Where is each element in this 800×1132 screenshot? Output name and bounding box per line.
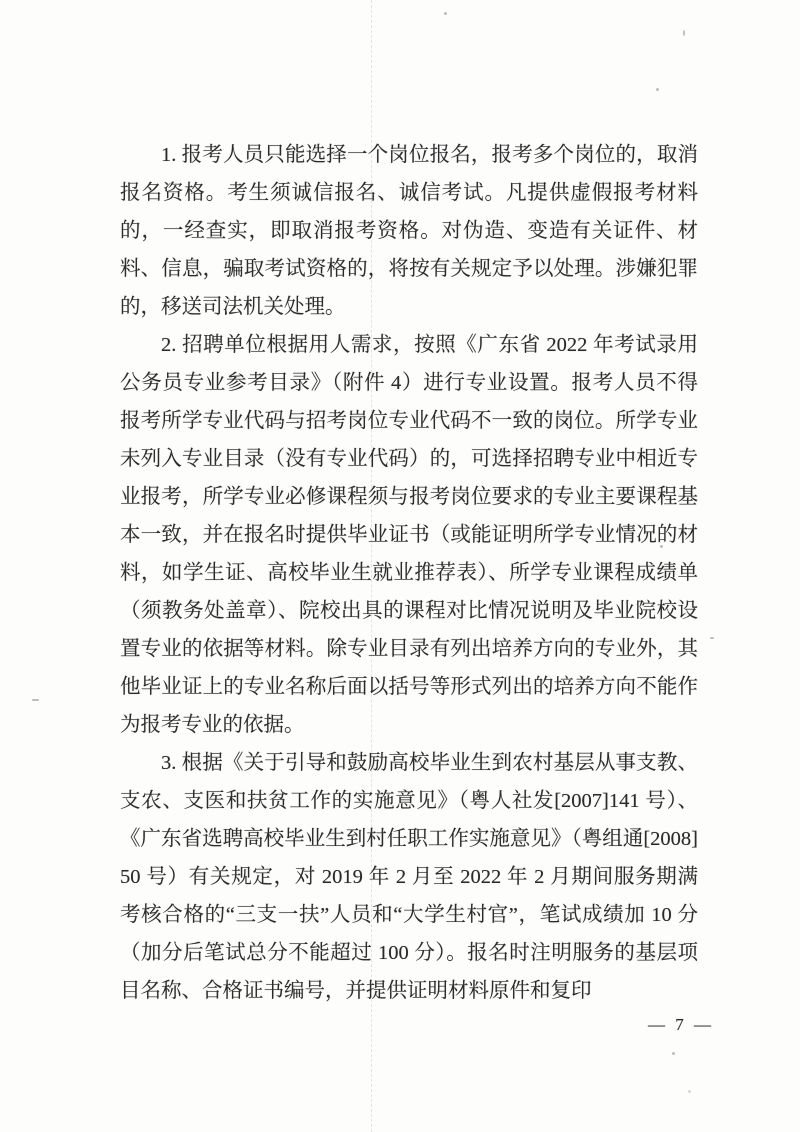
scan-artifact [710,637,714,639]
paragraph-2-major-requirements: 2. 招聘单位根据用人需求，按照《广东省 2022 年考试录用公务员专业参考目录》（附件 4）进行专业设置。报考人员不得报考所学专业代码与招考岗位专业代码不一致的岗位。所学专业未列入专业目录（没有专业代码）的，可选择招聘专业中相近专业报考，所学专业必修课程须与报考岗位要求的专业主要课程基本一致，并在报名时提供毕业证书（或能证明所学专业情况的材料，如学生证、高校毕业生就业推荐表）、所学专业课程成绩单（须教务处盖章）、院校出具的课程对比情况说明及毕业院校设置专业的依据等材料。除专业目录有列出培养方向的专业外，其他毕业证上的专业名称后面以括号等形式列出的培养方向不能作为报考专业的依据。 [120,334,698,736]
page-number: — 7 — [648,1015,714,1034]
scan-artifact [444,12,447,15]
document-body [120,136,698,1010]
scan-artifact [656,88,659,91]
paragraph-3-bonus-points-policy: 3. 根据《关于引导和鼓励高校毕业生到农村基层从事支教、支农、支医和扶贫工作的实施意见》（粤人社发[2007]141 号）、《广东省选聘高校毕业生到村任职工作实施意见》（粤组通[2008]50 号）有关规定，对 2019 年 2 月至 2022 年 2 月期间服务期满考核合格的“三支一扶”人员和“大学生村官”，笔试成绩加 10 分（加分后笔试总分不能超过 100 分）。报名时注明服务的基层项目名称、合格证书编号，并提供证明材料原件和复印 [120,752,698,1002]
scan-artifact [672,1052,675,1055]
scan-artifact [32,699,39,701]
scan-artifact [688,1090,691,1093]
paragraph-1-application-rules: 1. 报考人员只能选择一个岗位报名，报考多个岗位的，取消报名资格。考生须诚信报名、诚信考试。凡提供虚假报考材料的，一经查实，即取消报考资格。对伪造、变造有关证件、材料、信息，骗取考试资格的，将按有关规定予以处理。涉嫌犯罪的，移送司法机关处理。 [120,144,698,318]
scan-artifact [683,30,685,36]
